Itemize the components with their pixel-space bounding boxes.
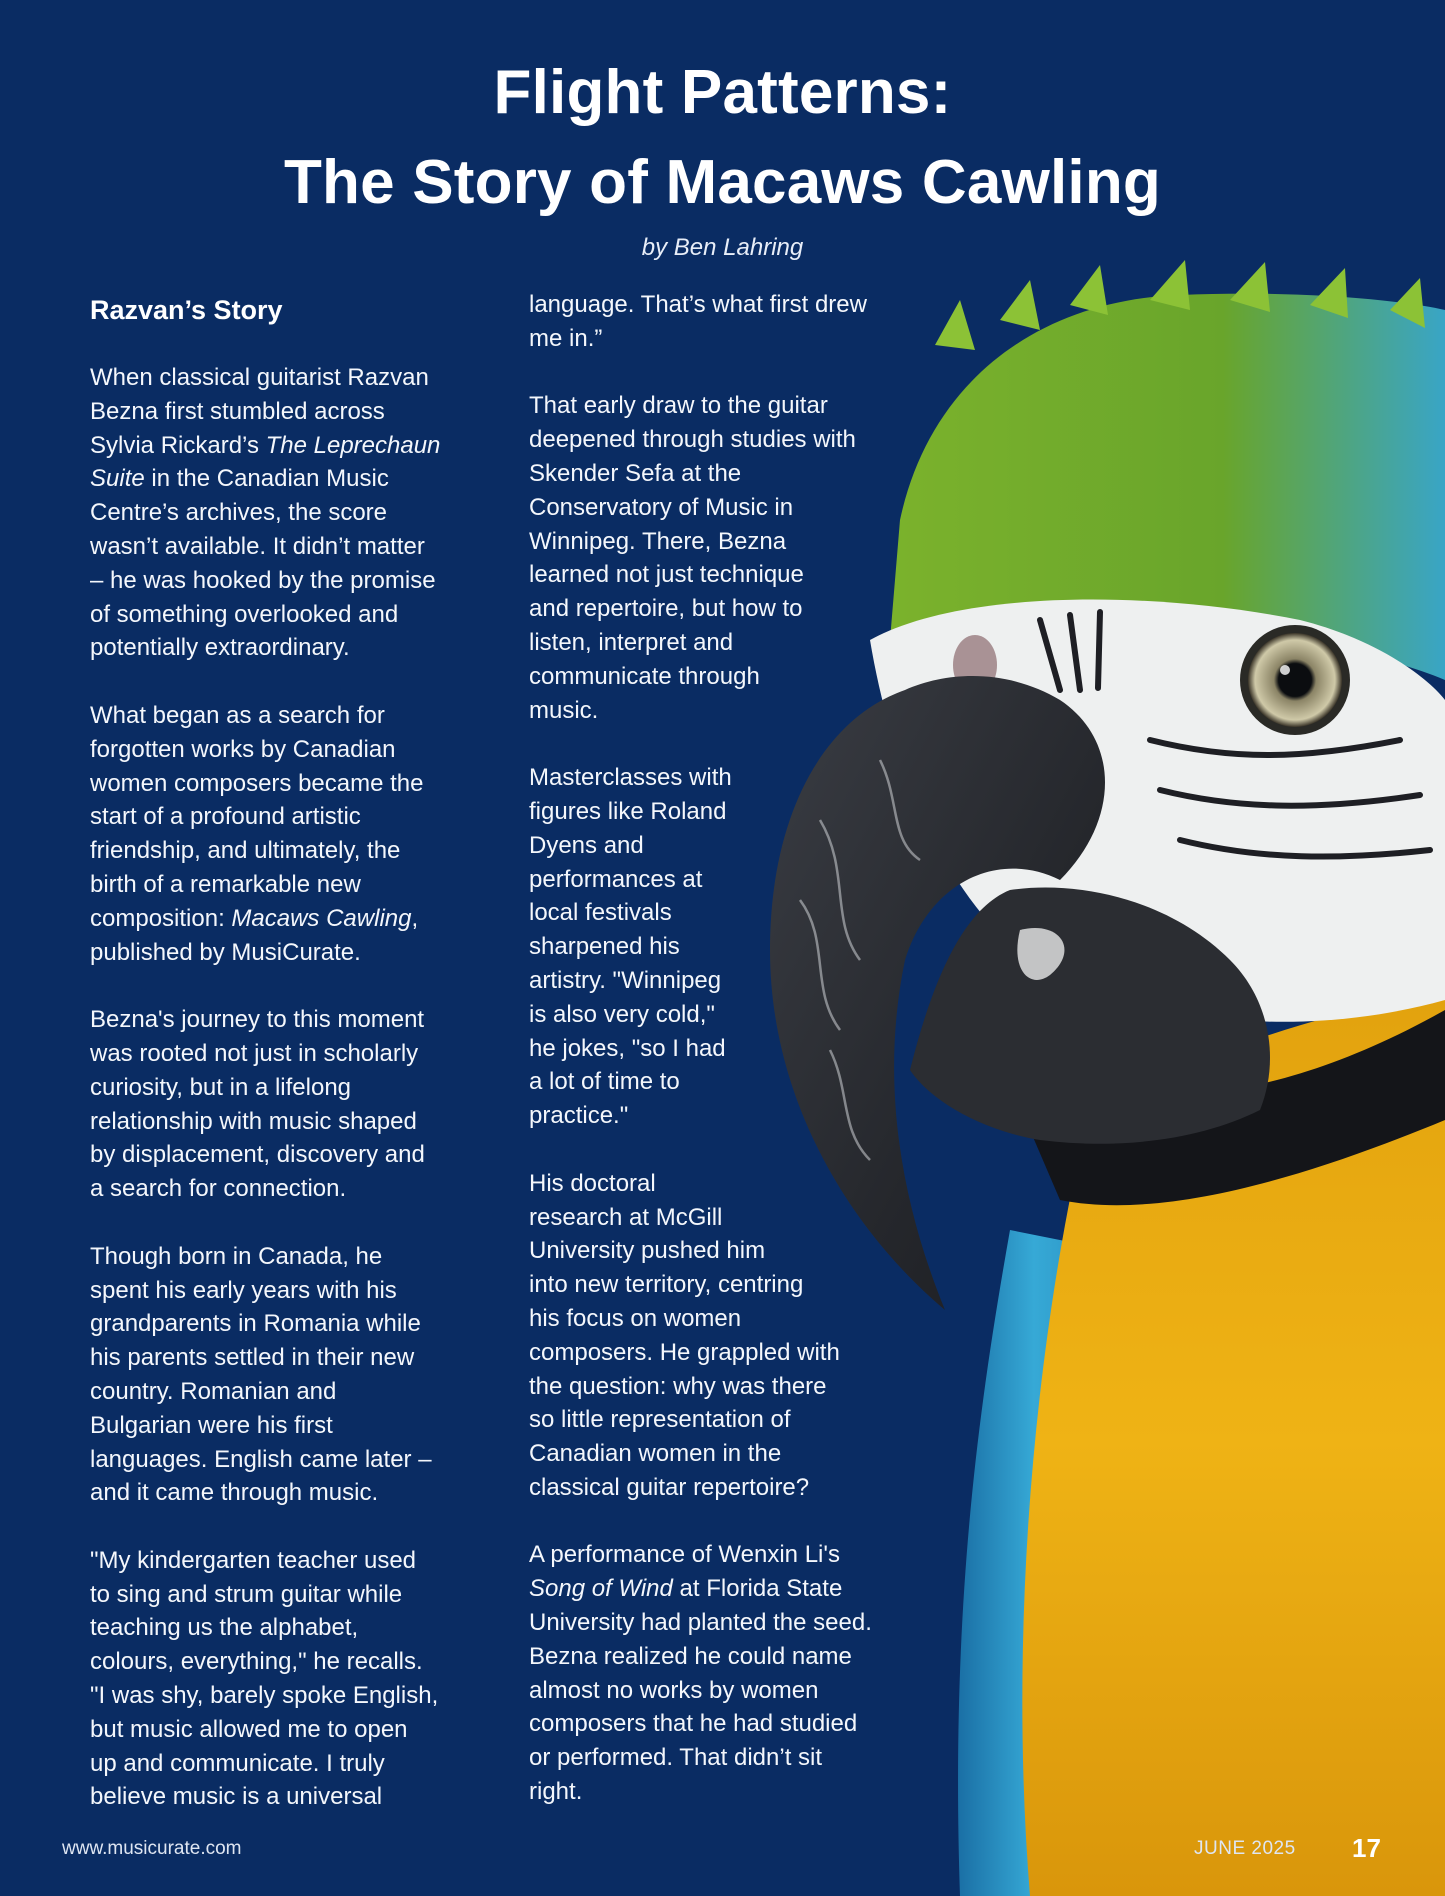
paragraph	[529, 389, 929, 727]
paragraph	[529, 1167, 929, 1505]
text-line: wasn’t available. It didn’t matter	[90, 532, 425, 560]
text-line: Bezna realized he could name	[529, 1642, 852, 1670]
text-line: Bulgarian were his first	[90, 1411, 333, 1439]
text-line: practice."	[529, 1102, 629, 1130]
text-line: relationship with music shaped	[90, 1107, 417, 1135]
text-line: country. Romanian and	[90, 1377, 337, 1405]
paragraph	[90, 1240, 490, 1510]
text-line	[90, 462, 490, 496]
text-line: artistry. "Winnipeg	[529, 966, 722, 994]
text-line: "I was shy, barely spoke English,	[90, 1682, 439, 1710]
text-line: sharpened his	[529, 933, 680, 961]
text-line: the question: why was there	[529, 1372, 827, 1400]
text-line: classical guitar repertoire?	[529, 1473, 810, 1501]
text-line: teaching us the alphabet,	[90, 1614, 359, 1642]
text-line: University had planted the seed.	[529, 1609, 872, 1637]
text-line: or performed. That didn’t sit	[529, 1744, 823, 1772]
text-line: friendship, and ultimately, the	[90, 837, 401, 865]
text-fragment: in the Canadian Music	[144, 465, 389, 493]
text-line: up and communicate. I truly	[90, 1749, 385, 1777]
text-line: into new territory, centring	[529, 1271, 804, 1299]
text-line: published by MusiCurate.	[90, 938, 361, 966]
text-line: deepened through studies with	[529, 426, 856, 454]
paragraph	[90, 361, 490, 665]
text-line: When classical guitarist Razvan	[90, 364, 429, 391]
text-line: curiosity, but in a lifelong	[90, 1073, 352, 1101]
text-line: – he was hooked by the promise	[90, 566, 436, 594]
text-line: birth of a remarkable new	[90, 870, 361, 898]
text-line: A performance of Wenxin Li's	[529, 1541, 840, 1569]
text-line: so little representation of	[529, 1406, 791, 1434]
byline: by Ben Lahring	[641, 234, 804, 261]
text-line: is also very cold,"	[529, 1000, 715, 1028]
work-title: Suite	[90, 465, 145, 493]
text-line: figures like Roland	[529, 797, 727, 825]
text-line: a lot of time to	[529, 1068, 680, 1096]
text-line: start of a profound artistic	[90, 803, 361, 831]
text-fragment: ,	[411, 904, 419, 932]
text-line: believe music is a universal	[90, 1783, 383, 1811]
text-fragment: Sylvia Rickard’s	[90, 431, 266, 459]
text-line: women composers became the	[90, 769, 424, 797]
text-line: by displacement, discovery and	[90, 1141, 425, 1169]
paragraph	[90, 1544, 490, 1814]
footer-website: www.musicurate.com	[62, 1838, 242, 1859]
text-line: music.	[529, 696, 599, 724]
text-line: but music allowed me to open	[90, 1715, 408, 1743]
text-line: almost no works by women	[529, 1676, 819, 1704]
text-line: Centre’s archives, the score	[90, 499, 388, 527]
text-line: potentially extraordinary.	[90, 634, 350, 662]
article-column-2	[529, 288, 929, 1843]
text-line: Bezna first stumbled across	[90, 397, 385, 425]
text-line: listen, interpret and	[529, 628, 734, 656]
page-number: 17	[1352, 1833, 1381, 1863]
title-block	[0, 48, 1445, 262]
text-line: Though born in Canada, he	[90, 1242, 383, 1270]
text-line: languages. English came later –	[90, 1445, 432, 1473]
text-line	[529, 1572, 929, 1606]
text-line: was rooted not just in scholarly	[90, 1039, 419, 1067]
text-line: Winnipeg. There, Bezna	[529, 527, 787, 555]
article-title-line-2: The Story of Macaws Cawling	[283, 148, 1161, 217]
text-line: What began as a search for	[90, 701, 385, 729]
text-line: Canadian women in the	[529, 1440, 782, 1468]
text-line: right.	[529, 1778, 583, 1806]
paragraph	[529, 761, 929, 1133]
text-fragment: at Florida State	[672, 1575, 843, 1603]
text-fragment: composition:	[90, 904, 232, 932]
paragraph	[90, 1003, 490, 1206]
text-line: me in.”	[529, 324, 603, 352]
work-title: Song of Wind	[529, 1575, 673, 1603]
text-line: learned not just technique	[529, 561, 804, 589]
text-line: His doctoral	[529, 1169, 656, 1197]
text-line: composers. He grappled with	[529, 1338, 840, 1366]
text-line: research at McGill	[529, 1203, 723, 1231]
text-line: his parents settled in their new	[90, 1344, 415, 1372]
article-title-line-1: Flight Patterns:	[493, 58, 952, 127]
text-line: Dyens and	[529, 831, 644, 859]
text-line: communicate through	[529, 662, 760, 690]
text-line: performances at	[529, 865, 703, 893]
text-line: and repertoire, but how to	[529, 595, 803, 623]
text-line: Conservatory of Music in	[529, 493, 794, 521]
article-column-1	[90, 292, 490, 1848]
work-title: The Leprechaun	[265, 431, 441, 459]
text-line: to sing and strum guitar while	[90, 1580, 403, 1608]
paragraph	[529, 288, 929, 356]
text-line	[90, 902, 490, 936]
text-line: forgotten works by Canadian	[90, 735, 396, 763]
paragraph	[90, 699, 490, 969]
text-line: his focus on women	[529, 1304, 742, 1332]
text-line: That early draw to the guitar	[529, 392, 828, 420]
text-line: of something overlooked and	[90, 600, 399, 628]
section-heading: Razvan’s Story	[90, 295, 283, 325]
footer-issue-date: JUNE 2025	[1194, 1838, 1296, 1859]
paragraph	[529, 1538, 929, 1808]
text-line: Masterclasses with	[529, 764, 732, 792]
text-line: Skender Sefa at the	[529, 459, 742, 487]
work-title: Macaws Cawling	[231, 904, 412, 932]
text-line: composers that he had studied	[529, 1710, 858, 1738]
text-line: Bezna's journey to this moment	[90, 1006, 425, 1034]
text-line: grandparents in Romania while	[90, 1310, 421, 1338]
text-line: he jokes, "so I had	[529, 1034, 726, 1062]
text-line: University pushed him	[529, 1237, 766, 1265]
text-line: language. That’s what first drew	[529, 291, 867, 318]
text-line: and it came through music.	[90, 1479, 379, 1507]
text-line: spent his early years with his	[90, 1276, 397, 1304]
text-line: local festivals	[529, 899, 672, 927]
text-line: "My kindergarten teacher used	[90, 1546, 417, 1574]
text-line: colours, everything," he recalls.	[90, 1648, 423, 1676]
text-line: a search for connection.	[90, 1175, 347, 1203]
text-line	[90, 429, 490, 463]
